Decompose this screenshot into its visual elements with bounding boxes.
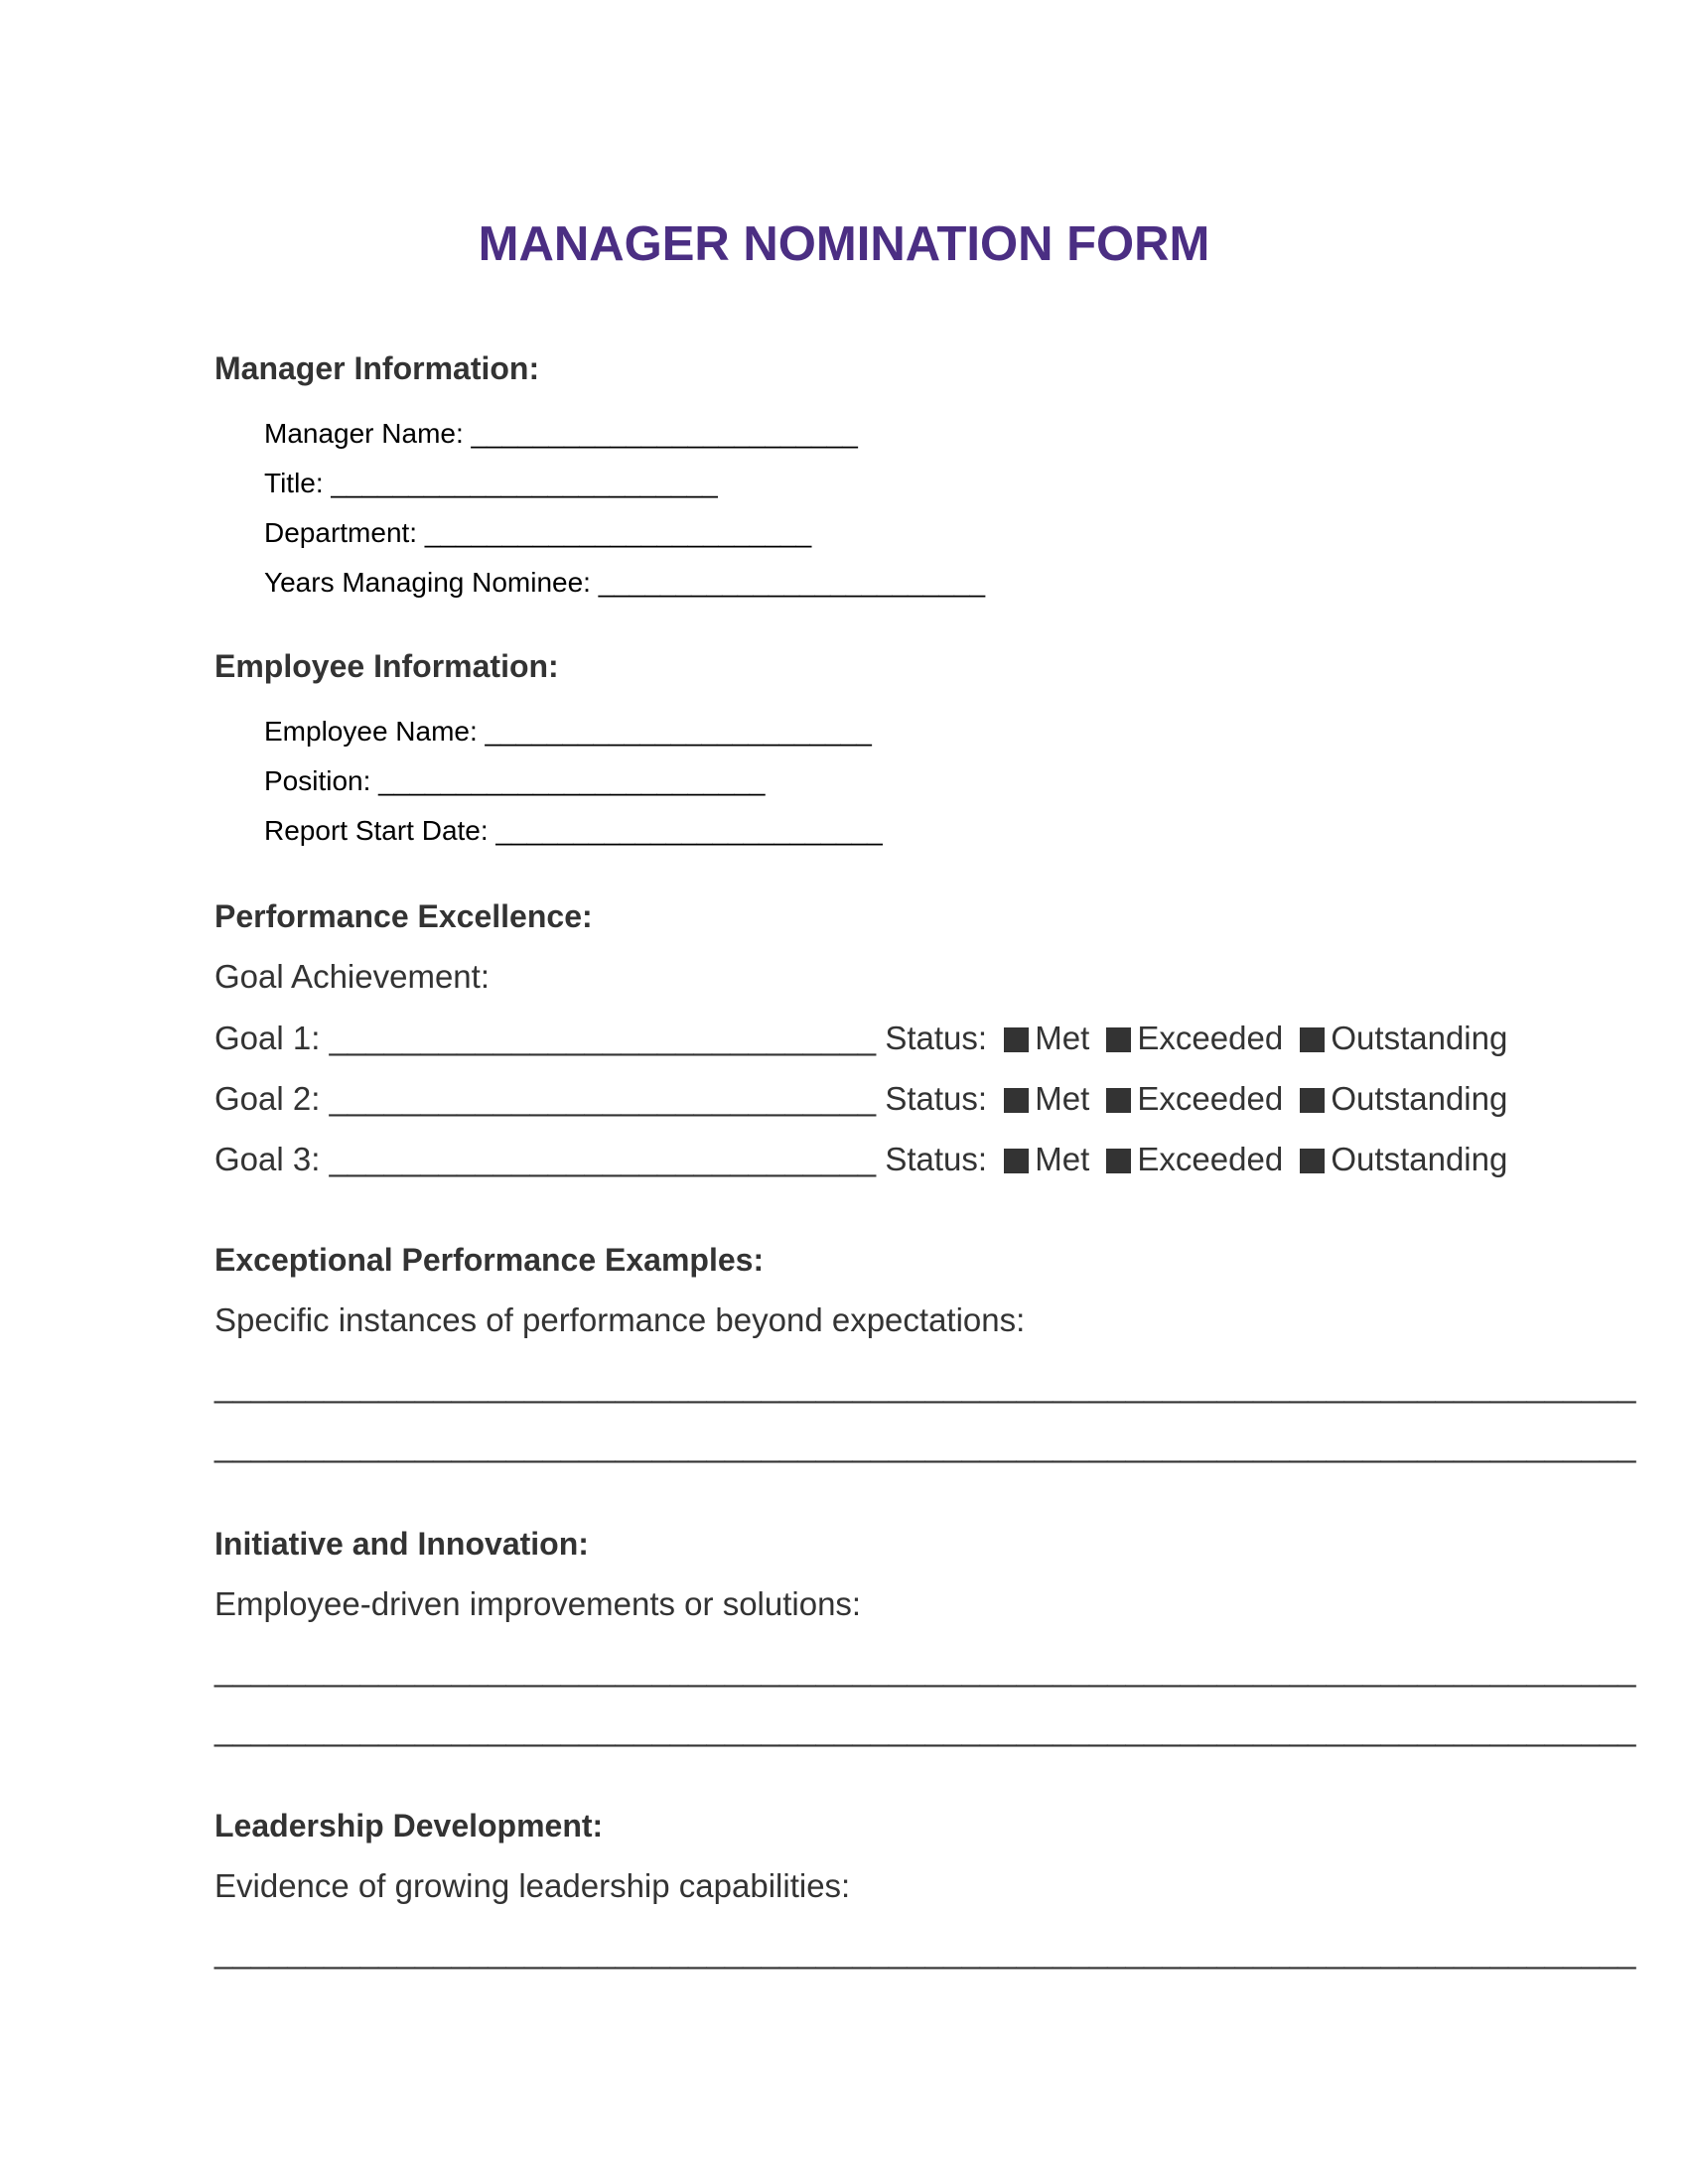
checkbox-icon (1004, 1088, 1029, 1113)
status-label: Status: (885, 1020, 988, 1056)
status-label: Status: (885, 1080, 988, 1117)
page-title: MANAGER NOMINATION FORM (478, 217, 1210, 271)
checkbox-icon (1300, 1088, 1325, 1113)
goal-row (214, 1079, 1507, 1119)
initiative-prompt: Employee-driven improvements or solutions: (214, 1585, 862, 1622)
checkbox-icon (1300, 1027, 1325, 1052)
status-label: Status: (885, 1141, 988, 1177)
goal-row (214, 1019, 1507, 1058)
exceptional-heading: Exceptional Performance Examples: (214, 1242, 765, 1278)
exceptional-answer-line-1[interactable]: ______________________________________________________________________________ (214, 1367, 1636, 1404)
status-option-exceeded[interactable]: Exceeded (1106, 1020, 1283, 1056)
checkbox-icon (1300, 1149, 1325, 1173)
status-option-met[interactable]: Met (1004, 1020, 1089, 1056)
status-option-outstanding[interactable]: Outstanding (1300, 1080, 1507, 1117)
checkbox-icon (1106, 1088, 1131, 1113)
goal-achievement-label: Goal Achievement: (214, 958, 490, 995)
initiative-answer-line-1[interactable]: ______________________________________________________________________________ (214, 1651, 1636, 1688)
status-option-exceeded[interactable]: Exceeded (1106, 1141, 1283, 1177)
checkbox-icon (1004, 1149, 1029, 1173)
goal-row (214, 1140, 1507, 1179)
status-option-outstanding[interactable]: Outstanding (1300, 1020, 1507, 1056)
report-start-date-field[interactable]: Report Start Date: _________________________ (264, 815, 883, 846)
checkbox-icon (1106, 1027, 1131, 1052)
manager-info-heading: Manager Information: (214, 350, 540, 386)
initiative-heading: Initiative and Innovation: (214, 1526, 589, 1562)
performance-heading: Performance Excellence: (214, 898, 593, 934)
employee-info-heading: Employee Information: (214, 648, 559, 684)
manager-title-field[interactable]: Title: _________________________ (264, 468, 718, 498)
status-option-exceeded[interactable]: Exceeded (1106, 1080, 1283, 1117)
goal-1-field[interactable]: Goal 1: ______________________________ (214, 1020, 877, 1056)
checkbox-icon (1004, 1027, 1029, 1052)
leadership-heading: Leadership Development: (214, 1808, 604, 1843)
status-option-outstanding[interactable]: Outstanding (1300, 1141, 1507, 1177)
years-managing-field[interactable]: Years Managing Nominee: _________________________ (264, 567, 986, 598)
goal-2-field[interactable]: Goal 2: ______________________________ (214, 1080, 877, 1117)
exceptional-answer-line-2[interactable]: ______________________________________________________________________________ (214, 1427, 1636, 1463)
status-option-met[interactable]: Met (1004, 1080, 1089, 1117)
manager-name-field[interactable]: Manager Name: _________________________ (264, 418, 858, 449)
initiative-answer-line-2[interactable]: ______________________________________________________________________________ (214, 1710, 1636, 1747)
exceptional-prompt: Specific instances of performance beyond expectations: (214, 1301, 1026, 1338)
manager-department-field[interactable]: Department: _________________________ (264, 517, 812, 548)
leadership-prompt: Evidence of growing leadership capabilities: (214, 1867, 851, 1904)
status-option-met[interactable]: Met (1004, 1141, 1089, 1177)
goal-3-field[interactable]: Goal 3: ______________________________ (214, 1141, 877, 1177)
leadership-answer-line-1[interactable]: ______________________________________________________________________________ (214, 1933, 1636, 1970)
position-field[interactable]: Position: _________________________ (264, 765, 766, 796)
employee-name-field[interactable]: Employee Name: _________________________ (264, 716, 872, 747)
checkbox-icon (1106, 1149, 1131, 1173)
